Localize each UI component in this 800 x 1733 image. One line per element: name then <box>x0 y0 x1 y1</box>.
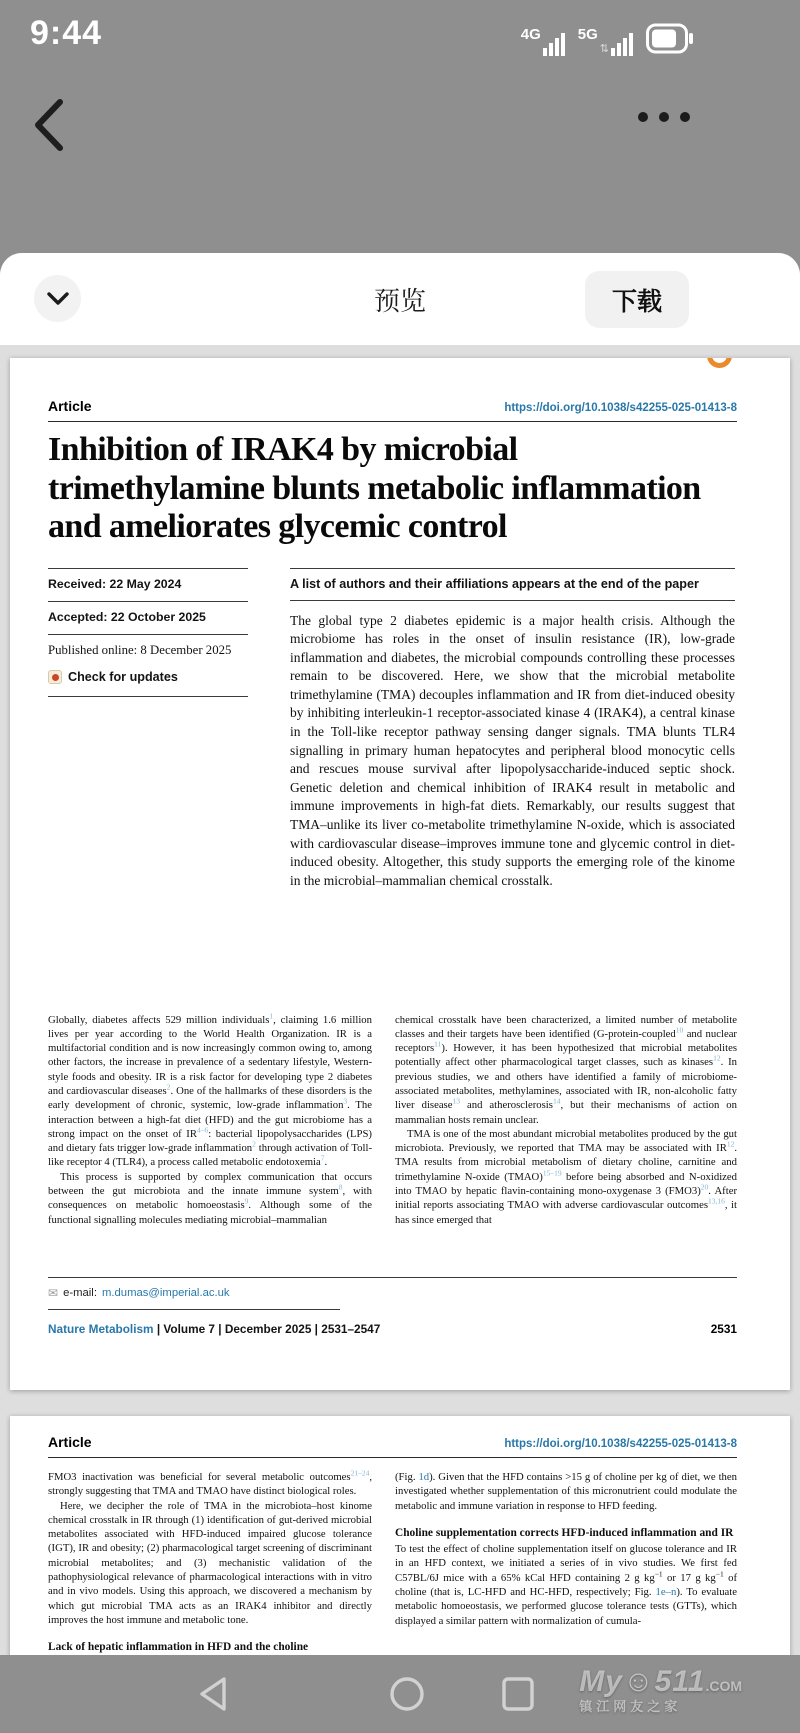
pdf-page-1 <box>10 358 790 1390</box>
signal-5g-icon: 5G ⇅ <box>578 24 637 56</box>
divider <box>48 1457 737 1458</box>
journal-name-link[interactable]: Nature Metabolism <box>48 1321 154 1336</box>
paragraph: Globally, diabetes affects 529 million individuals$^1$, claiming 1.6 million lives per year according to the World Health Organization. IR is a multifactorial condition and is now increasingly common owing to, among other factors, the increase in prevalence of a sedentary lifestyle, Western-style foods and obesity. IR is a risk factor for developing type 2 diabetes and cardiovascular diseases$^2$. One of the hallmarks of these disorders is the early development of chronic, systemic, low-grade inflammation$^3$. The interaction between a high-fat diet (HFD) and the gut microbiome has a strong impact on the onset of IR$^{4-6}$: bacterial lipopolysaccharides (LPS) and dietary fats trigger low-grade inflammation$^2$ through activation of Toll-like receptor 4 (TLR4), a process called metabolic endotoxemia$^7$. <box>48 1010 372 1169</box>
received-date: Received: 22 May 2024 <box>48 568 248 601</box>
android-nav-bar <box>0 1655 800 1733</box>
paper-title: Inhibition of IRAK4 by microbial trimethylamine blunts metabolic inflammation and ameliorates glycemic control <box>48 431 701 545</box>
watermark-brand: My☺511 <box>579 1665 706 1698</box>
section-heading: Lack of hepatic inflammation in HFD and the choline <box>48 1641 309 1654</box>
android-recents-icon[interactable] <box>500 1675 536 1713</box>
sheet-title: 预览 <box>373 285 426 316</box>
sheet-header <box>0 253 800 345</box>
doi-link[interactable]: https://doi.org/10.1038/s42255-025-01413-8 <box>504 1438 737 1450</box>
clock: 9:44 <box>30 14 103 52</box>
section-heading: Choline supplementation corrects HFD-induced inflammation and IR <box>395 1526 734 1539</box>
crossmark-logo-arc <box>707 358 732 368</box>
left-column <box>48 1010 372 1263</box>
paragraph: To test the effect of choline supplementation itself on glucose tolerance and IR in an HFD context, we initiated a series of in vivo studies. We first fed C57BL/6J mice with a 65% kCal HFD containing 2 g $kg^{-1}$ or 17 g $kg^{-1}$ of choline (that is, LC-HFD and HC-HFD, respectively; Fig. 1e–n). To evaluate metabolic homoeostasis, we performed glucose tolerance tests (GTTs), which displayed a similar pattern with normalization of cumula- <box>395 1543 738 1627</box>
check-for-updates[interactable]: Check for updates <box>48 670 248 686</box>
system-icons <box>521 22 694 56</box>
pdf-viewer[interactable] <box>0 345 800 1733</box>
email-label: e-mail: <box>63 1286 97 1299</box>
envelope-icon: ✉ <box>48 1285 59 1300</box>
watermark-subtitle: 镇江网友之家 <box>579 1699 682 1714</box>
signal-4g-icon: 4G <box>521 24 569 56</box>
status-bar <box>0 0 800 90</box>
email-link[interactable]: m.dumas@imperial.ac.uk <box>101 1286 230 1299</box>
accepted-date: Accepted: 22 October 2025 <box>48 601 248 634</box>
article-kicker: Article <box>48 398 92 414</box>
abstract: The global type 2 diabetes epidemic is a major health crisis. Although the microbiome has roles in the onset of insulin resistance (IR), low-grade inflammation and diabetes, the microbial compounds controlling these processes remain to be discovered. Here, we show that the microbial metabolite trimethylamine (TMA) decouples inflammation and IR from diet-induced obesity by inhibiting interleukin-1 receptor-associated kinase 4 (IRAK4), a central kinase in the Toll-like receptor pathway sensing danger signals. TMA blunts TLR4 signalling in primary human hepatocytes and peripheral blood monocytic cells and rescues mouse survival after lipopolysaccharide-induced septic shock. Genetic deletion and chemical inhibition of IRAK4 result in metabolic and immune improvements in high-fat diets. Remarkably, our results suggest that TMA–unlike its liver co-metabolite trimethylamine N-oxide, which is associated with cardiovascular disease–improves immune tone and glycemic control in diet-induced obesity. Altogether, this study supports the emerging role of the kinome in the microbial–mammalian chemical crosstalk. <box>290 612 735 888</box>
journal-footer <box>48 1310 737 1336</box>
doi-link[interactable]: https://doi.org/10.1038/s42255-025-01413-8 <box>504 402 737 414</box>
paragraph: TMA is one of the most abundant microbial metabolites produced by the gut microbiota. Previously, we reported that TMA may be associated with IR$^{12}$. TMA results from microbial metabolism of dietary choline, carnitine and trimethylamine N-oxide (TMAO)$^{15-19}$ before being absorbed and N-oxidized into TMAO by hepatic flavin-containing mono-oxygenase 3 (FMO3)$^{20}$. After initial reports associating TMAO with adverse cardiovascular outcomes$^{13,16}$, it has since emerged that <box>395 1127 737 1226</box>
right-column <box>395 1013 737 1263</box>
top-nav <box>0 90 800 170</box>
email-row <box>48 1278 737 1309</box>
paragraph: chemical crosstalk have been characterized, a limited number of metabolite classes and their targets have been identified (G-protein-coupled$^{10}$ and nuclear receptors$^{11}$). However, it has been hypothesized that microbial metabolites potentially affect other pharmacological target classes, such as kinases$^{12}$. In previous studies, we and others have identified a family of microbiome-associated metabolites, methylamines, associated with IR, non-alcoholic fatty liver disease$^{13}$ and atherosclerosis$^{14}$, but their mechanisms of action on mammalian hosts remain unclear. <box>395 1013 737 1126</box>
more-menu-icon[interactable] <box>638 112 690 122</box>
download-button[interactable]: 下载 <box>585 271 689 328</box>
android-home-icon[interactable] <box>388 1675 426 1713</box>
published-date: Published online: 8 December 2025 <box>48 642 232 657</box>
body-columns <box>48 1010 737 1263</box>
battery-icon <box>646 22 694 56</box>
paragraph: FMO3 inactivation was beneficial for several metabolic outcomes$^{21-24}$, strongly suggesting that TMA and TMAO have distinct biological roles. <box>48 1468 372 1498</box>
authors-note: A list of authors and their affiliations appears at the end of the paper <box>290 568 735 601</box>
citation-info: | Volume 7 | December 2025 | 2531–2547 <box>153 1321 381 1336</box>
page-number: 2531 <box>710 1321 737 1336</box>
paragraph: This process is supported by complex communication that occurs between the gut microbiota and the innate immune system$^8$, with consequences on metabolic homoeostasis$^9$. Although some of the functional signalling molecules mediating microbial–mammalian <box>48 1170 372 1226</box>
watermark: My☺511.COM 镇江网友之家 <box>579 1665 742 1714</box>
back-icon[interactable] <box>26 94 70 156</box>
article-meta <box>48 568 248 1013</box>
paragraph: Here, we decipher the role of TMA in the microbiota–host kinome chemical crosstalk in IR through (1) identification of gut-derived microbial metabolites associated with HFD-induced impaired glucose tolerance (IGT), IR and obesity; (2) pharmacological target screening of discriminant microbial metabolites; and (3) mechanistic validation of the pathophysiological relevance of pharmacological interactions with in vitro and in vivo models. Using this approach, we discovered a mechanism by which gut microbial TMA acts as an IRAK4 inhibitor and directly improves the host immune and metabolic tone. <box>48 1499 372 1626</box>
data-arrows-icon: ⇅ <box>599 43 609 55</box>
article-kicker: Article <box>48 1434 92 1450</box>
crossmark-icon <box>48 670 62 684</box>
android-back-icon[interactable] <box>196 1675 230 1713</box>
paragraph: (Fig. 1d). Given that the HFD contains >15 g of choline per kg of diet, we then investigated whether supplementation of this micronutrient could modulate the metabolic and immune variation in response to HFD feeding. <box>395 1471 737 1512</box>
preview-sheet <box>0 253 800 1733</box>
divider <box>48 421 737 422</box>
